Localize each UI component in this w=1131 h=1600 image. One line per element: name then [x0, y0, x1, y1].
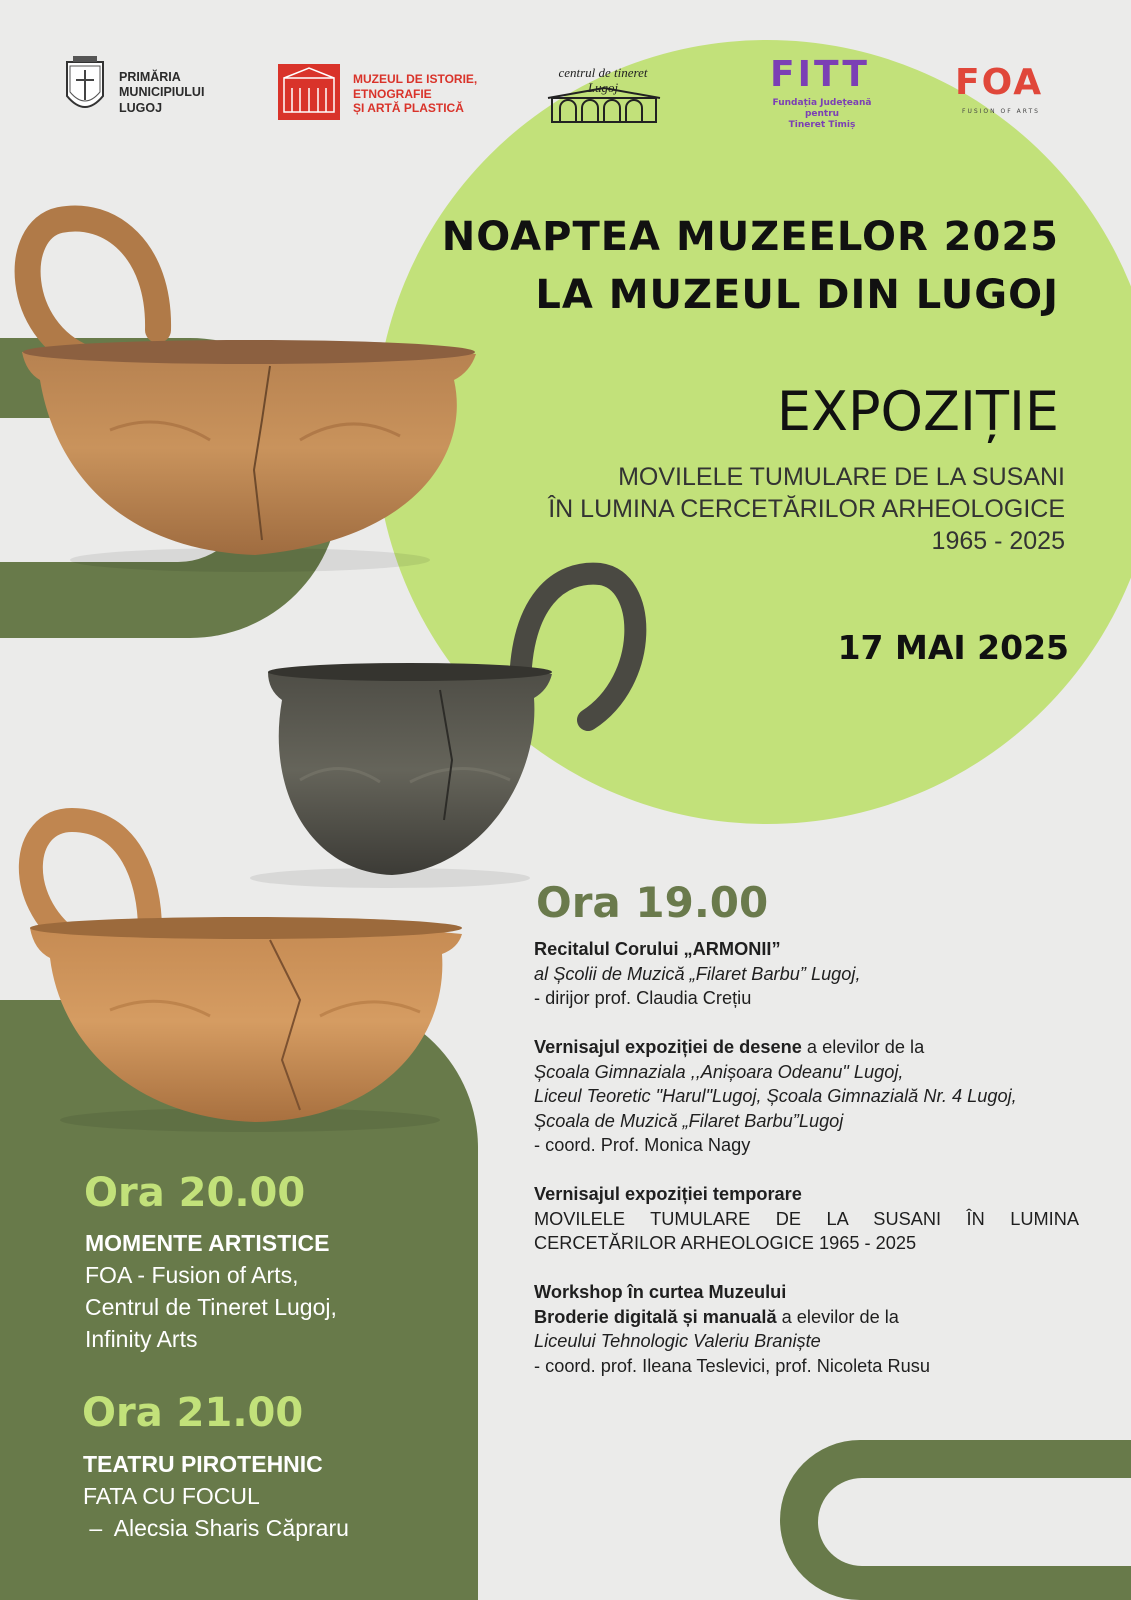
logo-muzeul-line: ETNOGRAFIE — [353, 86, 432, 101]
program-item-title-rest: a elevilor de la — [801, 1037, 925, 1057]
logo-foa-sub: FUSION OF ARTS — [962, 108, 1040, 115]
logo-fitt-sub — [768, 98, 876, 130]
logo-centrul-name: centrul de tineret — [558, 65, 648, 80]
program-item — [534, 937, 1079, 1011]
logo-muzeul-line: ȘI ARTĂ PLASTICĂ — [353, 101, 464, 116]
logo-muzeul-text — [353, 72, 477, 116]
program-block-heading: MOMENTE ARTISTICE — [85, 1230, 330, 1256]
logo-fitt-sub-line: Tineret Timiș — [788, 119, 856, 130]
program-item-line: Liceului Tehnologic Valeriu Braniște — [534, 1331, 821, 1351]
program-time-20: Ora 20.00 — [84, 1170, 306, 1216]
exhibition-subtitle-2: ÎN LUMINA CERCETĂRILOR ARHEOLOGICE — [548, 495, 1065, 523]
program-item-title: Vernisajul expoziției temporare — [534, 1184, 802, 1204]
program-item-title: Workshop în curtea Muzeului — [534, 1282, 787, 1302]
program-block-line: FATA CU FOCUL — [83, 1483, 260, 1509]
logo-primaria-line: PRIMĂRIA — [119, 70, 181, 84]
program-item-line: CERCETĂRILOR ARHEOLOGICE 1965 - 2025 — [534, 1233, 917, 1253]
coat-of-arms-icon — [67, 56, 103, 107]
program-item-line: - coord. prof. Ileana Teslevici, prof. Nicoleta Rusu — [534, 1355, 930, 1376]
logo-primaria-line: LUGOJ — [119, 100, 163, 115]
program-item — [534, 1182, 1079, 1256]
program-item — [534, 1280, 1079, 1378]
program-block-20 — [85, 1227, 337, 1355]
program-block-line: FOA - Fusion of Arts, — [85, 1262, 299, 1288]
program-item-line: Liceul Teoretic "Harul"Lugoj, Școala Gimnazială Nr. 4 Lugoj, — [534, 1086, 1017, 1106]
page-title-line-2: LA MUZEUL DIN LUGOJ — [535, 272, 1059, 318]
program-item-subtitle: Broderie digitală și manuală — [534, 1306, 777, 1327]
program-item-subtitle-rest: a elevilor de la — [776, 1306, 899, 1327]
program-time-19: Ora 19.00 — [536, 878, 769, 927]
logo-fitt-sub-line: Fundația Județeană pentru — [772, 98, 872, 119]
program-item-line: - dirijor prof. Claudia Crețiu — [534, 988, 752, 1008]
logo-centrul-sub: Lugoj — [587, 79, 619, 95]
program-item-line: MOVILELE TUMULARE DE LA SUSANI ÎN LUMINA — [534, 1208, 1079, 1229]
program-item-line: Școala Gimnaziala ,,Anișoara Odeanu" Lugoj, — [534, 1061, 904, 1082]
exhibition-years: 1965 - 2025 — [931, 527, 1065, 555]
light-inner-bottom — [818, 1478, 1131, 1566]
event-date: 17 MAI 2025 — [837, 628, 1069, 667]
logo-primaria-text — [119, 70, 204, 116]
program-item-line: Școala de Muzică „Filaret Barbu”Lugoj — [534, 1110, 844, 1131]
page-title-line-1: NOAPTEA MUZEELOR 2025 — [441, 214, 1059, 260]
logo-fitt-name: FITT — [770, 54, 870, 95]
program-item — [534, 1035, 1079, 1158]
program-list — [534, 937, 1079, 1403]
exhibition-heading: EXPOZIȚIE — [776, 380, 1059, 443]
logo-muzeul-line: MUZEUL DE ISTORIE, — [353, 72, 478, 86]
program-time-21: Ora 21.00 — [82, 1390, 304, 1436]
logo-foa-name: FOA — [955, 62, 1044, 103]
program-item-title: Vernisajul expoziției de desene — [534, 1037, 802, 1057]
logo-primaria-line: MUNICIPIULUI — [119, 85, 205, 100]
program-block-21 — [83, 1448, 349, 1544]
program-block-line: Infinity Arts — [85, 1326, 198, 1352]
exhibition-subtitle-1: MOVILELE TUMULARE DE LA SUSANI — [618, 463, 1065, 491]
program-block-heading: TEATRU PIROTEHNIC — [83, 1451, 323, 1477]
program-item-line: - coord. Prof. Monica Nagy — [534, 1135, 751, 1155]
program-item-line: al Școlii de Muzică „Filaret Barbu” Lugoj, — [534, 963, 861, 984]
program-item-title-row — [534, 1305, 1079, 1330]
logo-centrul-text — [548, 66, 658, 96]
program-block-line: – Alecsia Sharis Căpraru — [83, 1515, 349, 1541]
program-block-line: Centrul de Tineret Lugoj, — [85, 1294, 337, 1320]
program-item-title-row — [534, 1035, 1079, 1060]
program-item-title: Recitalul Corului „ARMONII” — [534, 939, 781, 959]
museum-building-icon — [278, 64, 340, 120]
